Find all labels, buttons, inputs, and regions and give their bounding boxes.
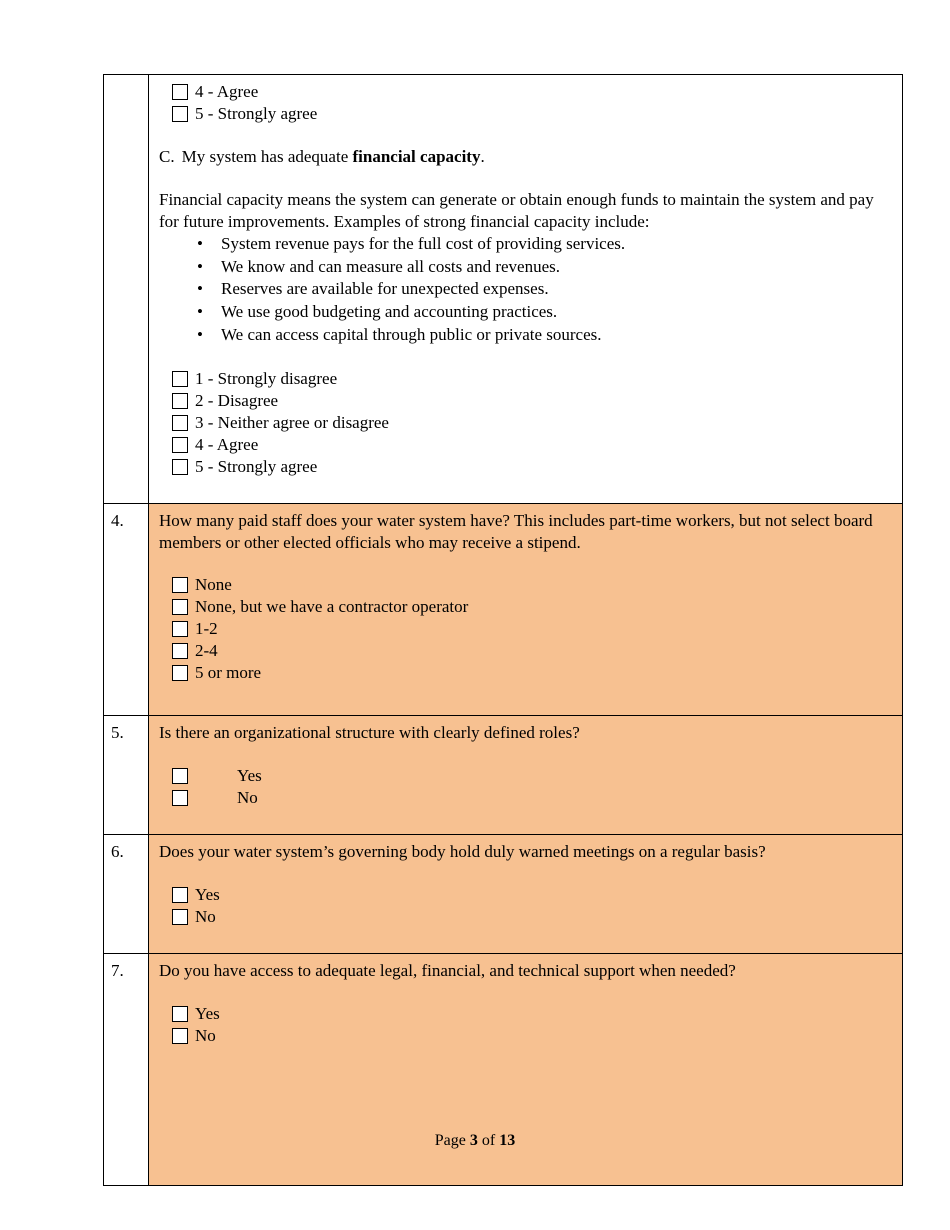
- spacer: [159, 982, 892, 1003]
- bullet-icon: •: [197, 233, 203, 253]
- option-item[interactable]: [172, 103, 892, 125]
- option-item[interactable]: [172, 390, 892, 412]
- subquestion-text-before: My system has adequate: [181, 147, 353, 166]
- checkbox-none[interactable]: [172, 577, 188, 593]
- financial-capacity-definition: Financial capacity means the system can generate or obtain enough funds to maintain the system and pay for future improvements. Examples of strong financial capacity include:: [159, 189, 874, 231]
- checkbox-1-2[interactable]: [172, 621, 188, 637]
- list-item: [159, 278, 892, 301]
- row-number-cell: 7.: [104, 954, 149, 1186]
- option-label: No: [237, 788, 258, 808]
- financial-capacity-examples: [159, 233, 892, 347]
- option-item[interactable]: [172, 81, 892, 103]
- question-7-text: Do you have access to adequate legal, financial, and technical support when needed?: [159, 961, 736, 981]
- option-item[interactable]: [172, 884, 892, 906]
- row-content-cell: [149, 75, 903, 504]
- footer-prefix: Page: [434, 1132, 470, 1149]
- checkbox-2-4[interactable]: [172, 643, 188, 659]
- spacer: [159, 478, 892, 493]
- option-label: No: [195, 907, 216, 927]
- row-number-cell: [104, 75, 149, 504]
- likert-options-financial: [159, 368, 892, 478]
- question-4-text: How many paid staff does your water system have? This includes part-time workers, but not select board members or other elected officials who may receive a stipend.: [159, 510, 873, 552]
- option-item[interactable]: [172, 1025, 892, 1047]
- checkbox-no[interactable]: [172, 909, 188, 925]
- table-row: [104, 835, 903, 954]
- option-item[interactable]: [172, 596, 892, 618]
- checkbox-1-strongly-disagree[interactable]: [172, 371, 188, 387]
- subquestion-text-after: .: [480, 147, 485, 166]
- subquestion-letter: C.: [159, 147, 175, 166]
- list-item: [159, 324, 892, 347]
- option-label: 4 - Agree: [195, 82, 259, 101]
- spacer: [159, 125, 892, 146]
- option-label: 5 - Strongly agree: [195, 456, 318, 476]
- spacer: [159, 168, 892, 189]
- table-row: [104, 716, 903, 835]
- question-7-options: [159, 1003, 892, 1047]
- spacer: [159, 928, 892, 943]
- table-row: [104, 75, 903, 504]
- option-label: 1-2: [195, 619, 218, 639]
- checkbox-5-strongly-agree[interactable]: [172, 459, 188, 475]
- option-item[interactable]: [172, 412, 892, 434]
- question-5-text: Is there an organizational structure with clearly defined roles?: [159, 723, 580, 743]
- option-item[interactable]: [172, 456, 892, 478]
- list-item: [159, 301, 892, 324]
- checkbox-yes[interactable]: [172, 1006, 188, 1022]
- question-6-options: [159, 884, 892, 928]
- spacer: [159, 863, 892, 884]
- option-item[interactable]: [172, 618, 892, 640]
- checkbox-5-or-more[interactable]: [172, 665, 188, 681]
- option-label: 2-4: [195, 641, 218, 661]
- spacer: [159, 553, 892, 574]
- table-row: [104, 503, 903, 716]
- list-item-label: We can access capital through public or private sources.: [221, 324, 602, 344]
- option-item[interactable]: [172, 906, 892, 928]
- option-label: Yes: [237, 766, 262, 786]
- option-item[interactable]: [172, 765, 892, 787]
- option-label: 2 - Disagree: [195, 390, 279, 410]
- row-content-cell: [149, 716, 903, 835]
- row-number-cell: 6.: [104, 835, 149, 954]
- subquestion-c-heading: [159, 146, 892, 168]
- spacer: [159, 1047, 892, 1175]
- spacer: [159, 684, 892, 705]
- survey-questions-table: [103, 74, 903, 1186]
- spacer: [159, 809, 892, 824]
- checkbox-2-disagree[interactable]: [172, 393, 188, 409]
- option-label: 4 - Agree: [195, 434, 259, 454]
- checkbox-4-agree[interactable]: [172, 437, 188, 453]
- checkbox-none-contractor-operator[interactable]: [172, 599, 188, 615]
- checkbox-5-strongly-agree[interactable]: [172, 106, 188, 122]
- option-item[interactable]: [172, 368, 892, 390]
- checkbox-yes[interactable]: [172, 887, 188, 903]
- question-6-text: Does your water system’s governing body hold duly warned meetings on a regular basis?: [159, 842, 766, 862]
- row-number-cell: 5.: [104, 716, 149, 835]
- option-label: Yes: [195, 1004, 220, 1024]
- option-item[interactable]: [172, 787, 892, 809]
- bullet-icon: •: [197, 256, 203, 276]
- checkbox-3-neither[interactable]: [172, 415, 188, 431]
- checkbox-no[interactable]: [172, 1028, 188, 1044]
- list-item-label: System revenue pays for the full cost of providing services.: [221, 233, 626, 253]
- option-label: Yes: [195, 885, 220, 905]
- checkbox-4-agree[interactable]: [172, 84, 188, 100]
- table-row: [104, 954, 903, 1186]
- option-label: No: [195, 1026, 216, 1046]
- footer-current-page: 3: [469, 1132, 478, 1149]
- option-label: 5 or more: [195, 663, 262, 683]
- option-item[interactable]: [172, 662, 892, 684]
- option-label: None, but we have a contractor operator: [195, 597, 469, 617]
- row-content-cell: [149, 954, 903, 1186]
- option-item[interactable]: [172, 1003, 892, 1025]
- checkbox-no[interactable]: [172, 790, 188, 806]
- option-label: 1 - Strongly disagree: [195, 368, 338, 388]
- option-item[interactable]: [172, 434, 892, 456]
- list-item-label: We know and can measure all costs and revenues.: [221, 256, 560, 276]
- list-item: [159, 256, 892, 279]
- footer-total-pages: 13: [499, 1132, 516, 1149]
- row-content-cell: [149, 503, 903, 716]
- option-label: 3 - Neither agree or disagree: [195, 412, 389, 432]
- question-5-options: [159, 765, 892, 809]
- page-footer: [0, 1132, 950, 1150]
- continued-likert-options: [159, 81, 892, 125]
- bullet-icon: •: [197, 324, 203, 344]
- list-item: [159, 233, 892, 256]
- option-item[interactable]: [172, 640, 892, 662]
- row-number-cell: 4.: [104, 503, 149, 716]
- list-item-label: Reserves are available for unexpected expenses.: [221, 279, 549, 299]
- row-content-cell: [149, 835, 903, 954]
- footer-middle: of: [477, 1132, 500, 1149]
- option-label: 5 - Strongly agree: [195, 104, 318, 123]
- question-4-options: [159, 574, 892, 684]
- list-item-label: We use good budgeting and accounting practices.: [221, 302, 558, 322]
- bullet-icon: •: [197, 302, 203, 322]
- checkbox-yes[interactable]: [172, 768, 188, 784]
- spacer: [159, 347, 892, 368]
- bullet-icon: •: [197, 279, 203, 299]
- spacer: [159, 744, 892, 765]
- subquestion-emphasis: financial capacity: [352, 147, 481, 166]
- option-label: None: [195, 575, 232, 595]
- option-item[interactable]: [172, 574, 892, 596]
